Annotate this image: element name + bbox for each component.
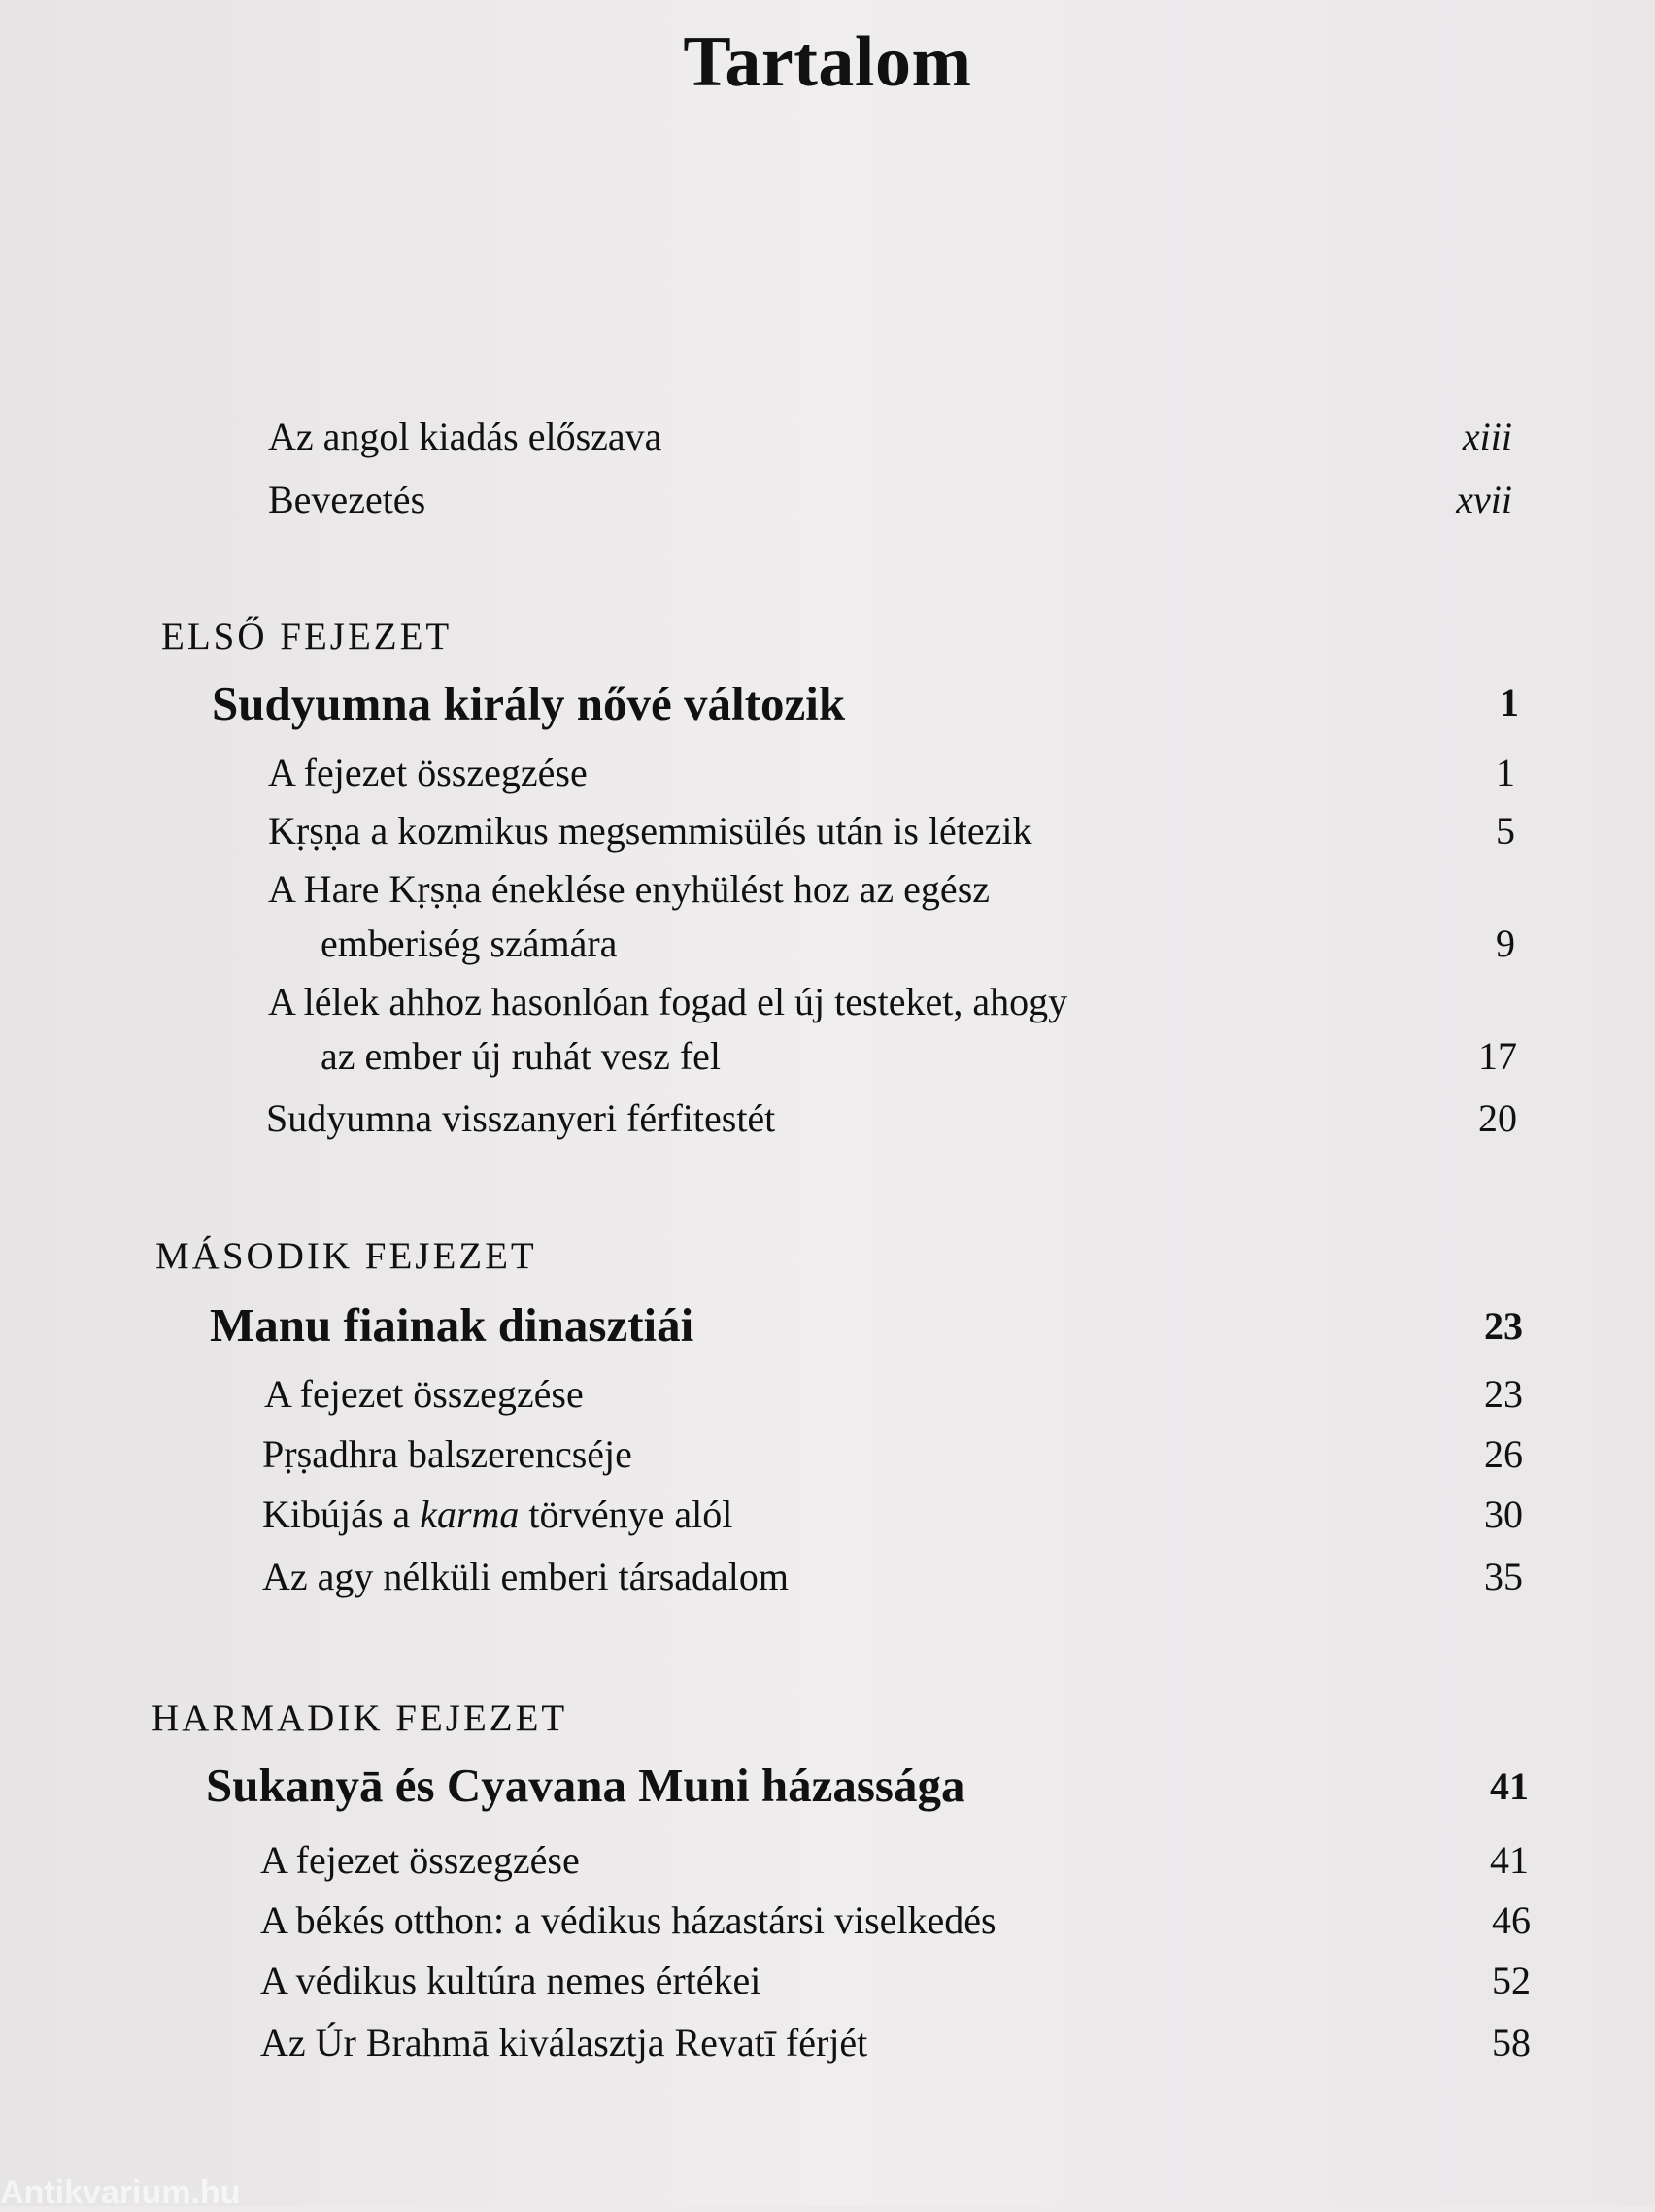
chapter-3-page: 41 [1490, 1764, 1529, 1808]
chapter-1-item-5-page: 20 [1478, 1096, 1517, 1140]
chapter-1-title: Sudyumna király nővé változik [212, 677, 846, 730]
chapter-1-item-2: Kṛṣṇa a kozmikus megsemmisülés után is létezik [268, 809, 1032, 853]
chapter-3-item-4: Az Úr Brahmā kiválasztja Revatī férjét [260, 2021, 868, 2064]
chapter-1-item-2-page: 5 [1496, 809, 1515, 853]
page-title: Tartalom [683, 22, 972, 102]
toc-entry-preface: Az angol kiadás előszava [268, 415, 662, 458]
chapter-2-item-1-page: 23 [1484, 1372, 1523, 1416]
chapter-3-item-3-page: 52 [1492, 1959, 1531, 2002]
toc-entry-introduction: Bevezetés [268, 478, 426, 521]
chapter-2-item-3: Kibújás a karma törvénye alól [262, 1492, 733, 1536]
chapter-1-item-5: Sudyumna visszanyeri férfitestét [266, 1096, 776, 1140]
chapter-2-item-4-page: 35 [1484, 1555, 1523, 1598]
chapter-2-page: 23 [1484, 1304, 1523, 1348]
chapter-2-label: MÁSODIK FEJEZET [155, 1235, 537, 1277]
chapter-1-item-3-cont: emberiség számára [321, 922, 618, 965]
chapter-2-item-2: Pṛṣadhra balszerencséje [262, 1432, 632, 1476]
chapter-1-page: 1 [1500, 681, 1519, 724]
chapter-3-item-1: A fejezet összegzése [260, 1838, 580, 1882]
chapter-3-item-4-page: 58 [1492, 2021, 1531, 2064]
karma-term: karma [420, 1492, 520, 1536]
chapter-2-item-3-page: 30 [1484, 1492, 1523, 1536]
chapter-3-item-1-page: 41 [1490, 1838, 1529, 1882]
chapter-2-item-2-page: 26 [1484, 1432, 1523, 1476]
chapter-1-item-4: A lélek ahhoz hasonlóan fogad el új testeket, ahogy [268, 980, 1068, 1023]
chapter-1-item-3: A Hare Kṛṣṇa éneklése enyhülést hoz az egész [268, 867, 991, 911]
chapter-1-item-1-page: 1 [1496, 751, 1515, 794]
chapter-3-item-2-page: 46 [1492, 1898, 1531, 1942]
watermark: Antikvarium.hu [0, 2174, 241, 2211]
toc-page-introduction: xvii [1456, 478, 1512, 521]
chapter-3-label: HARMADIK FEJEZET [152, 1697, 568, 1739]
chapter-1-item-4-cont: az ember új ruhát vesz fel [321, 1034, 722, 1078]
chapter-1-label: ELSŐ FEJEZET [161, 616, 453, 657]
chapter-1-item-3-page: 9 [1496, 922, 1515, 965]
chapter-2-item-1: A fejezet összegzése [264, 1372, 584, 1416]
chapter-3-item-3: A védikus kultúra nemes értékei [260, 1959, 761, 2002]
toc-page-preface: xiii [1462, 415, 1512, 458]
chapter-3-item-2: A békés otthon: a védikus házastársi viselkedés [260, 1898, 996, 1942]
chapter-1-item-1: A fejezet összegzése [268, 751, 588, 794]
chapter-2-item-4: Az agy nélküli emberi társadalom [262, 1555, 790, 1598]
chapter-3-title: Sukanyā és Cyavana Muni házassága [206, 1759, 965, 1812]
chapter-1-item-4-page: 17 [1478, 1034, 1517, 1078]
chapter-2-title: Manu fiainak dinasztiái [210, 1298, 694, 1352]
